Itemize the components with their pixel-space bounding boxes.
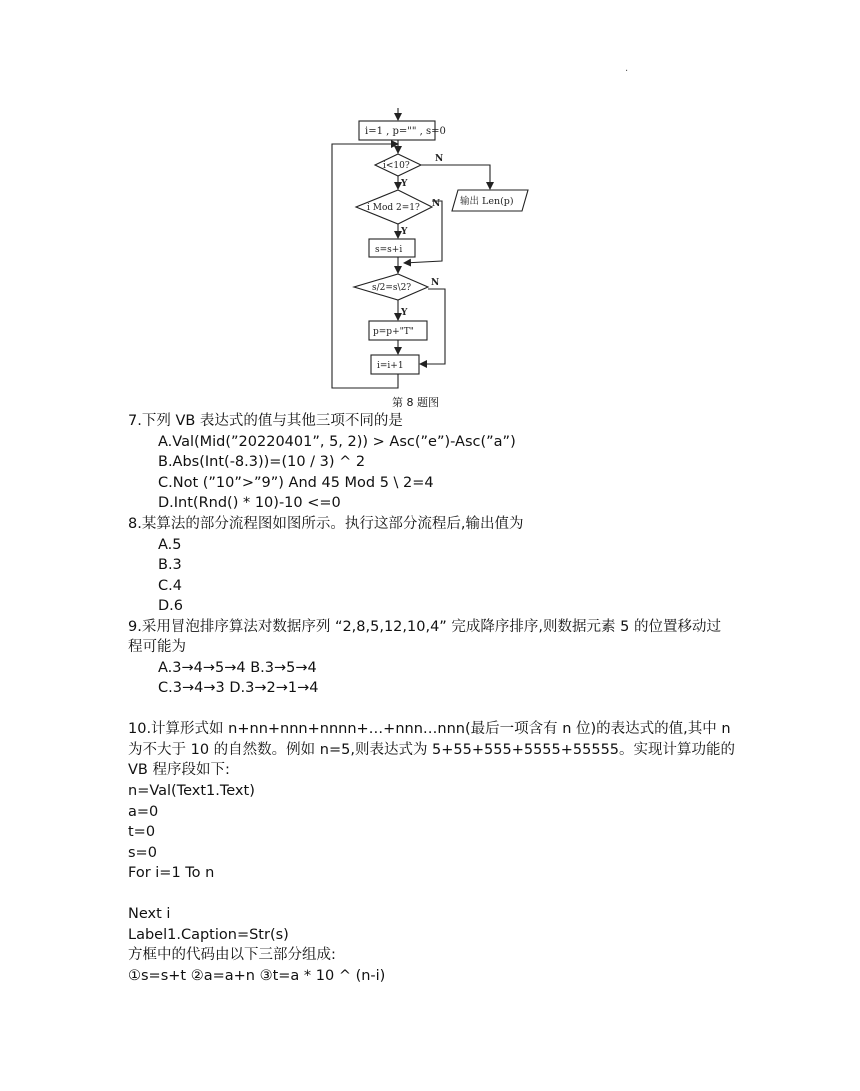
- cond1-yes: Y: [401, 179, 408, 189]
- q9-options-row1: A.3→4→5→4 B.3→5→4: [158, 660, 317, 676]
- flowchart: [322, 103, 562, 393]
- q7-option-c: C.Not (”10”>”9”) And 45 Mod 5 \ 2=4: [158, 475, 434, 491]
- cond3-no: N: [431, 278, 440, 288]
- cond2-yes: Y: [401, 227, 408, 237]
- cond2-no: N: [432, 199, 441, 209]
- q7-option-a: A.Val(Mid(”20220401”, 5, 2)) > Asc(”e”)-Asc(”a”): [158, 434, 516, 450]
- code-line: Next i: [128, 906, 171, 922]
- q10-stem-2: 为不大于 10 的自然数。例如 n=5,则表达式为 5+55+555+5555+55555。实现计算功能的: [128, 742, 736, 758]
- code-line: a=0: [128, 804, 159, 820]
- code-line: t=0: [128, 824, 156, 840]
- code-line: s=0: [128, 845, 157, 861]
- output-label: 输出 Len(p): [460, 196, 514, 207]
- q8-option-a: A.5: [158, 537, 182, 553]
- q9-options-row2: C.3→4→3 D.3→2→1→4: [158, 680, 319, 696]
- step1-label: s=s+i: [375, 245, 403, 255]
- q10-stem-1: 10.计算形式如 n+nn+nnn+nnnn+…+nnn…nnn(最后一项含有 n 位)的表达式的值,其中 n: [128, 721, 731, 737]
- q10-parts: ①s=s+t ②a=a+n ③t=a * 10 ^ (n-i): [128, 968, 386, 984]
- q8-option-d: D.6: [158, 598, 183, 614]
- q9-stem-1: 9.采用冒泡排序算法对数据序列 “2,8,5,12,10,4” 完成降序排序,则数据元素 5 的位置移动过: [128, 619, 721, 635]
- init-label: i=1 , p="" , s=0: [365, 126, 446, 137]
- q7-option-b: B.Abs(Int(-8.3))=(10 / 3) ^ 2: [158, 454, 366, 470]
- stray-dot: ·: [625, 66, 629, 77]
- code-line: Label1.Caption=Str(s): [128, 927, 289, 943]
- figure-caption: 第 8 题图: [392, 396, 439, 409]
- q8-option-c: C.4: [158, 578, 182, 594]
- q7-stem: 7.下列 VB 表达式的值与其他三项不同的是: [128, 413, 403, 429]
- q10-stem-3: VB 程序段如下:: [128, 762, 230, 778]
- step3-label: i=i+1: [377, 361, 404, 371]
- q9-stem-2: 程可能为: [128, 639, 186, 655]
- q8-option-b: B.3: [158, 557, 182, 573]
- q7-option-d: D.Int(Rnd() * 10)-10 <=0: [158, 495, 341, 511]
- cond3-label: s/2=s\2?: [372, 283, 412, 293]
- step2-label: p=p+"T": [373, 327, 414, 337]
- code-line: n=Val(Text1.Text): [128, 783, 255, 799]
- cond2-label: i Mod 2=1?: [367, 203, 420, 213]
- code-line: For i=1 To n: [128, 865, 215, 881]
- cond1-no: N: [435, 154, 444, 164]
- q10-note: 方框中的代码由以下三部分组成:: [128, 947, 336, 963]
- cond3-yes: Y: [401, 308, 408, 318]
- q8-stem: 8.某算法的部分流程图如图所示。执行这部分流程后,输出值为: [128, 516, 524, 532]
- cond1-label: i<10?: [383, 161, 410, 171]
